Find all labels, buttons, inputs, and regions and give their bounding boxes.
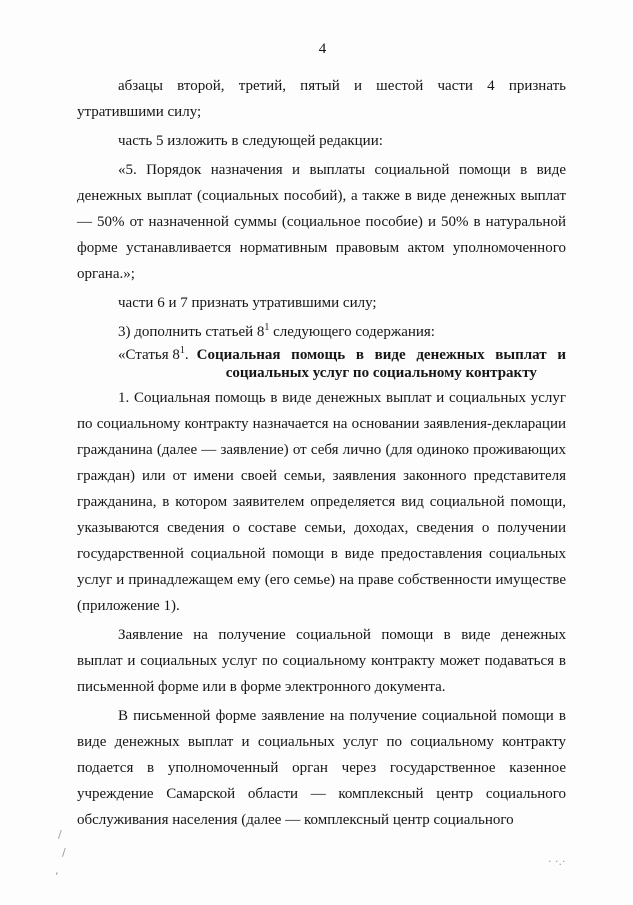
article-heading (77, 345, 566, 385)
scan-mark-right: · ·.· (548, 855, 566, 868)
scan-mark-left-3: , (55, 864, 59, 877)
paragraph-8: В письменной форме заявление на получение социальной помощи в виде денежных выплат и социальных услуг по социальному контракту подается в уполномоченный орган через государственное казенное учреждение Самарской области — комплексный центр социального обслуживания населения (далее — комплексный центр социального (77, 708, 566, 828)
article-label (77, 346, 197, 382)
paragraph-5-prefix: 3) дополнить статьей 8 (118, 324, 265, 340)
paragraph-1: абзацы второй, третий, пятый и шестой части 4 признать утратившими силу; (77, 78, 566, 120)
paragraph-5 (77, 319, 566, 345)
paragraph-6: 1. Социальная помощь в виде денежных выплат и социальных услуг по социальному контракту назначается на основании заявления-декларации гражданина (далее — заявление) от себя лично (для одиноко проживающих граждан) или от имени своей семьи, заявления законного представителя гражданина, в котором заявителем определяется вид социальной помощи, указываются сведения о составе семьи, доходах, сведения о получении государственной социальной помощи в виде предоставления социальных услуг и принадлежащем ему (его семье) на праве собственности имуществе (приложение 1). (77, 390, 566, 614)
article-label-prefix: «Статья 8 (118, 347, 180, 363)
page-number: 4 (318, 41, 327, 57)
paragraph-4: части 6 и 7 признать утратившими силу; (118, 295, 377, 311)
paragraph-5-superscript: 1 (264, 322, 270, 333)
paragraph-2: часть 5 изложить в следующей редакции: (118, 133, 383, 149)
article-label-suffix: . (184, 347, 189, 363)
article-title: Социальная помощь в виде денежных выплат и социальных услуг по социальному контракту (196, 347, 566, 381)
document-body (77, 73, 566, 833)
paragraph-7: Заявление на получение социальной помощи в виде денежных выплат и социальных услуг по социальному контракту может подаваться в письменной форме или в форме электронного документа. (77, 627, 566, 695)
scan-mark-left-2: / (62, 846, 66, 859)
scan-mark-left-1: / (58, 828, 62, 841)
paragraph-3: «5. Порядок назначения и выплаты социальной помощи в виде денежных выплат (социальных пособий), а также в виде денежных выплат — 50% от назначенной суммы (социальное пособие) и 50% в натуральной форме устанавливается нормативным правовым актом уполномоченного органа.»; (77, 162, 566, 282)
article-label-superscript: 1 (179, 345, 185, 356)
paragraph-5-suffix: следующего содержания: (269, 324, 435, 340)
